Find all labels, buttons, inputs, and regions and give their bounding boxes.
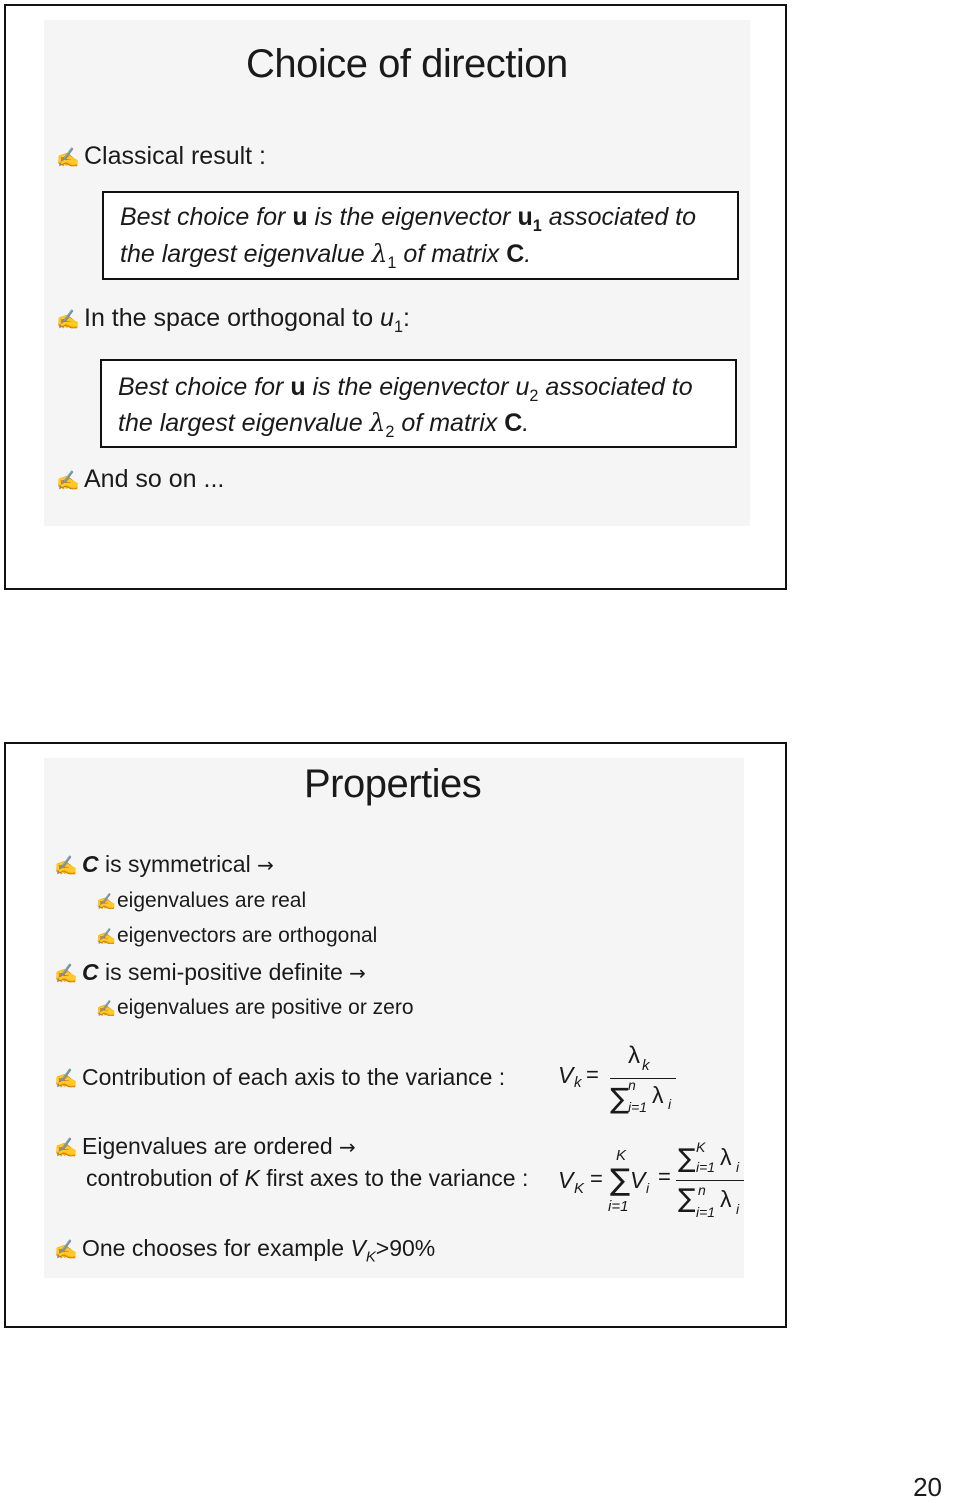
pen-bullet-icon: ✍ — [54, 1138, 78, 1159]
fraction-bar — [610, 1078, 676, 1079]
sub-bullet-eigenvalues-real: ✍eigenvalues are real — [96, 889, 307, 912]
pen-bullet-icon: ✍ — [56, 310, 80, 331]
pen-bullet-icon: ✍ — [96, 894, 116, 911]
box2-line-1: Best choice for u is the eigenvector $u_2$ associated to — [118, 373, 693, 405]
sub-bullet-eigenvectors-orthogonal: ✍eigenvectors are orthogonal — [96, 924, 378, 947]
bullet-eigenvalues-ordered: ✍ Eigenvalues are ordered → — [54, 1133, 356, 1159]
bullet-c-semi-positive: ✍ C is semi-positive definite → — [54, 959, 366, 985]
sub-bullet-eigenvalues-positive: ✍eigenvalues are positive or zero — [96, 996, 414, 1019]
bullet-and-so-on: ✍ And so on ... — [56, 465, 225, 493]
bullet-one-chooses: ✍ One chooses for example $V_K>90\%$ — [54, 1235, 436, 1266]
bullet-c-symmetrical: ✍ C is symmetrical → — [54, 851, 274, 877]
bullet-contribution-each-axis: ✍ Contribution of each axis to the variance : — [54, 1064, 506, 1090]
pen-bullet-icon: ✍ — [54, 1240, 78, 1261]
slide-title: Choice of direction — [246, 42, 568, 86]
bullet-orthogonal-space: ✍ In the space orthogonal to $u_1$: — [56, 304, 410, 336]
pen-bullet-icon: ✍ — [96, 1001, 116, 1018]
bullet-text: Classical result : — [84, 142, 266, 170]
slide-choice-of-direction — [4, 4, 787, 590]
result-box-2 — [100, 359, 737, 448]
result-box-1 — [102, 191, 739, 280]
pen-bullet-icon: ✍ — [56, 471, 80, 492]
arrow-icon: → — [349, 961, 366, 985]
box1-line-1: Best choice for u is the eigenvector $u_1$ associated to — [120, 203, 697, 235]
fraction-bar — [676, 1180, 744, 1181]
bullet-classical-result — [56, 142, 266, 171]
box2-line-2: the largest eigenvalue $\lambda_2$ of matrix C. — [118, 408, 530, 441]
pen-bullet-icon: ✍ — [54, 856, 78, 877]
pen-bullet-icon: ✍ — [56, 148, 80, 169]
slide-title: Properties — [304, 762, 482, 806]
arrow-icon: → — [257, 853, 274, 877]
pen-bullet-icon: ✍ — [96, 929, 116, 946]
box1-line-2: the largest eigenvalue $\lambda_1$ of matrix C. — [120, 239, 532, 272]
arrow-icon: → — [339, 1135, 356, 1159]
pen-bullet-icon: ✍ — [54, 1069, 78, 1090]
page-number: 20 — [913, 1472, 942, 1502]
contribution-k-axes-text: controbution of K first axes to the variance : — [86, 1165, 529, 1191]
slide-properties: Properties ✍ C is symmetrical → ✍eigenvalues are real ✍eigenvectors are orthogonal ✍ C is semi-positive definite → ✍eigenvalues are positive or zero ✍ Contribution of each axis to the variance : V k = λ k ∑ n i=1 λ i ✍ Eigenvalues are ordered → controbution of K first axes to the variance : V K = K ∑ i=1 V i = ∑ K i=1 λ i ∑ n i=1 λ i ✍ One chooses for example $V_K>90\%$ — [4, 742, 787, 1328]
pen-bullet-icon: ✍ — [54, 964, 78, 985]
